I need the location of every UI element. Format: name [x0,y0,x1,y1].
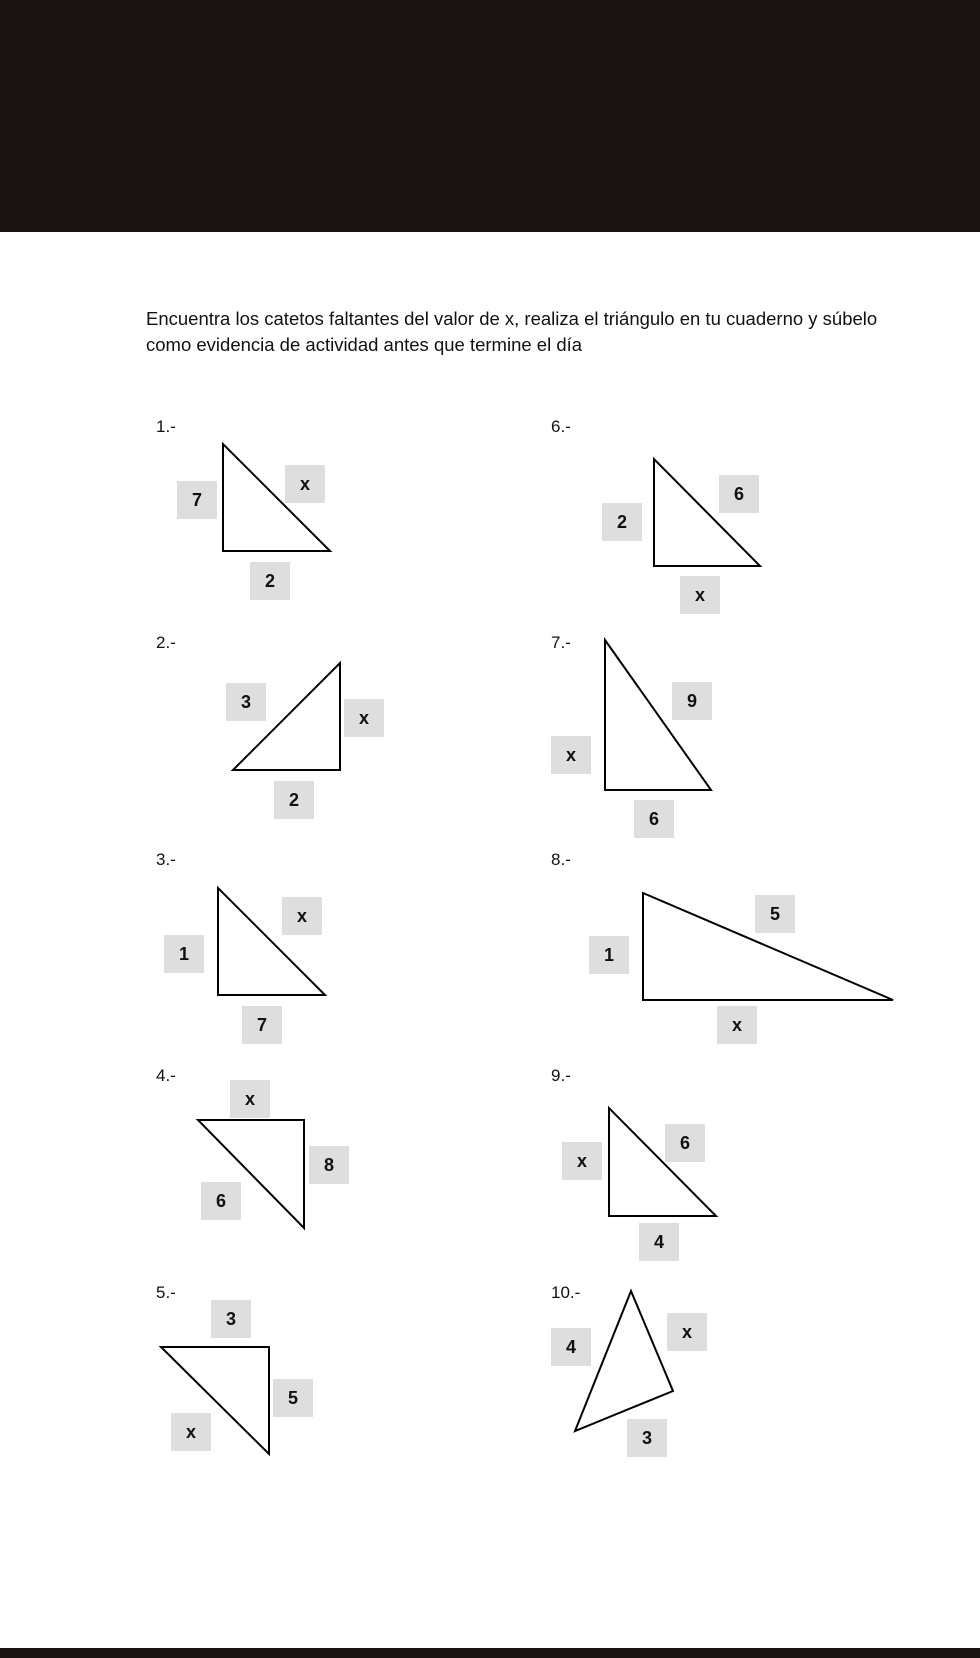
side-label: 6 [719,475,759,513]
side-label: 5 [755,895,795,933]
side-label: 2 [274,781,314,819]
side-label: x [282,897,322,935]
side-label: 1 [589,936,629,974]
problem-number-10: 10.- [551,1283,581,1302]
side-label: 7 [177,481,217,519]
problem-number-6: 6.- [551,417,571,436]
side-label: x [680,576,720,614]
footer-band [0,1648,980,1658]
side-label: 5 [273,1379,313,1417]
side-label: 6 [634,800,674,838]
problem-number-4: 4.- [156,1066,176,1085]
side-label: 2 [602,503,642,541]
problem-number-7: 7.- [551,633,571,652]
side-label: 1 [164,935,204,973]
problem-number-5: 5.- [156,1283,176,1302]
side-label: 6 [665,1124,705,1162]
side-label: x [171,1413,211,1451]
side-label: 9 [672,682,712,720]
side-label: x [562,1142,602,1180]
side-label: 4 [551,1328,591,1366]
side-label: 8 [309,1146,349,1184]
problem-number-1: 1.- [156,417,176,436]
side-label: x [717,1006,757,1044]
side-label: 3 [627,1419,667,1457]
problem-number-2: 2.- [156,633,176,652]
problem-number-8: 8.- [551,850,571,869]
problem-number-9: 9.- [551,1066,571,1085]
side-label: x [285,465,325,503]
side-label: 6 [201,1182,241,1220]
problem-number-3: 3.- [156,850,176,869]
side-label: x [551,736,591,774]
side-label: 2 [250,562,290,600]
side-label: 3 [211,1300,251,1338]
side-label: x [344,699,384,737]
side-label: 4 [639,1223,679,1261]
side-label: x [667,1313,707,1351]
side-label: 3 [226,683,266,721]
side-label: 7 [242,1006,282,1044]
side-label: x [230,1080,270,1118]
instructions-text: Encuentra los catetos faltantes del valor de x, realiza el triángulo en tu cuaderno y súbelo como evidencia de actividad antes que termine el día [146,308,878,355]
